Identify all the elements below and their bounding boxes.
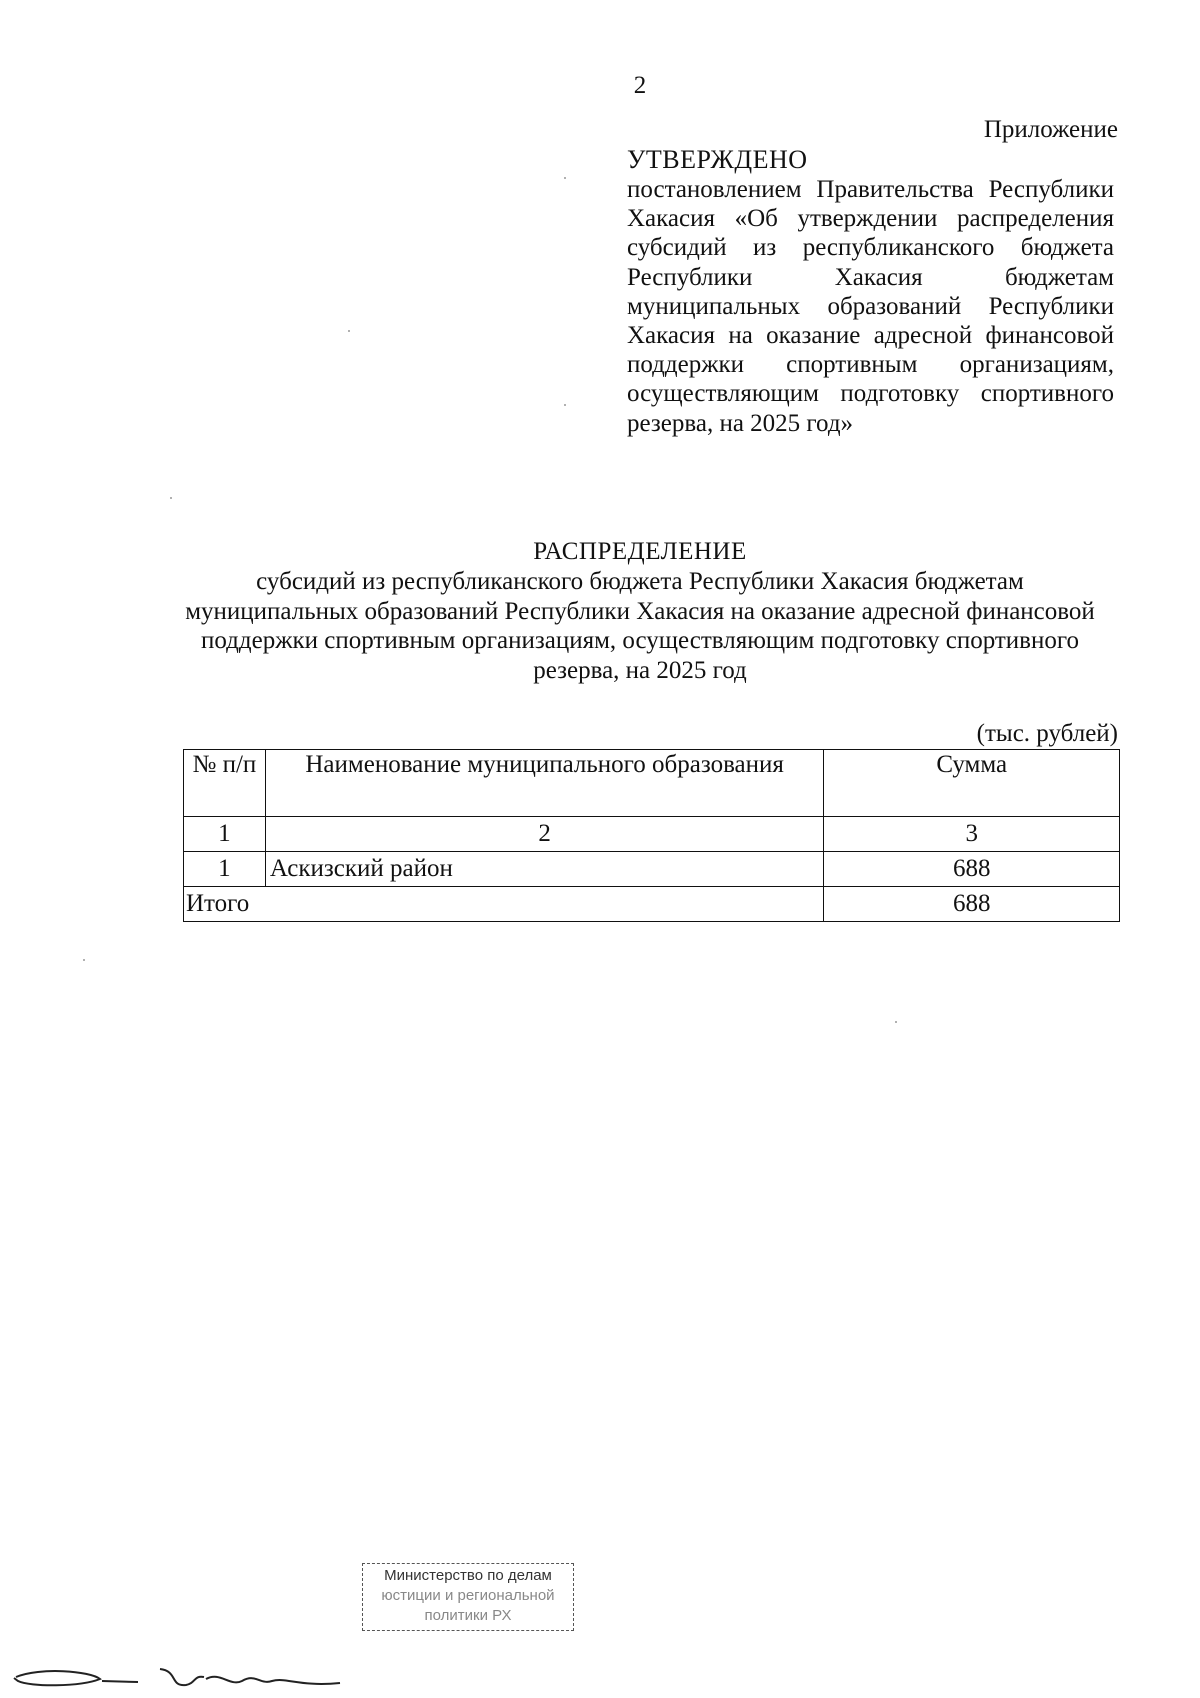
table-header-row <box>184 750 1120 817</box>
column-number-cell: 2 <box>265 817 824 852</box>
units-label: (тыс. рублей) <box>976 720 1118 747</box>
approval-text: постановлением Правительства Республики Хакасия «Об утверждении распределения субсидий из республиканского бюджета Республики Хакасия бюджетам муниципальных образований Республики Хакасия на оказание адресной финансовой поддержки спортивным организациям, осуществляющим подготовку спортивного резерва, на 2025 год» <box>627 176 1114 437</box>
header-name: Наименование муниципального образования <box>265 750 824 817</box>
table-row <box>184 852 1120 887</box>
row-sum-cell: 688 <box>824 852 1120 887</box>
stamp-line: Министерство по делам <box>384 1567 552 1584</box>
total-sum-cell: 688 <box>824 887 1120 922</box>
column-number-cell: 1 <box>184 817 266 852</box>
total-row <box>184 887 1120 922</box>
header-number: № п/п <box>184 750 266 817</box>
total-label-cell: Итого <box>184 887 824 922</box>
stamp-line: юстиции и региональной <box>381 1587 555 1604</box>
scan-speck <box>348 330 350 332</box>
document-subtitle: субсидий из республиканского бюджета Республики Хакасия бюджетам муниципальных образований Республики Хакасия на оказание адресной финансовой поддержки спортивным организациям, осуществляющим подготовку спортивного резерва, на 2025 год <box>185 568 1095 684</box>
scan-speck <box>564 177 566 179</box>
row-number-cell: 1 <box>184 852 266 887</box>
signature-image <box>10 1665 350 1695</box>
header-sum: Сумма <box>824 750 1120 817</box>
approval-block <box>627 144 1114 438</box>
page-number: 2 <box>633 72 647 99</box>
title-block <box>160 537 1120 685</box>
document-title: РАСПРЕДЕЛЕНИЕ <box>533 538 747 565</box>
stamp-line: политики РХ <box>424 1607 512 1624</box>
column-number-cell: 3 <box>824 817 1120 852</box>
approved-heading: УТВЕРЖДЕНО <box>627 145 808 174</box>
scan-speck <box>564 404 566 406</box>
row-name-cell: Аскизский район <box>265 852 824 887</box>
scan-speck <box>895 1021 897 1023</box>
scan-speck <box>170 497 172 499</box>
ministry-stamp <box>362 1563 574 1631</box>
appendix-label: Приложение <box>983 116 1118 143</box>
scan-speck <box>83 959 85 961</box>
column-number-row <box>184 817 1120 852</box>
distribution-table <box>183 749 1120 922</box>
